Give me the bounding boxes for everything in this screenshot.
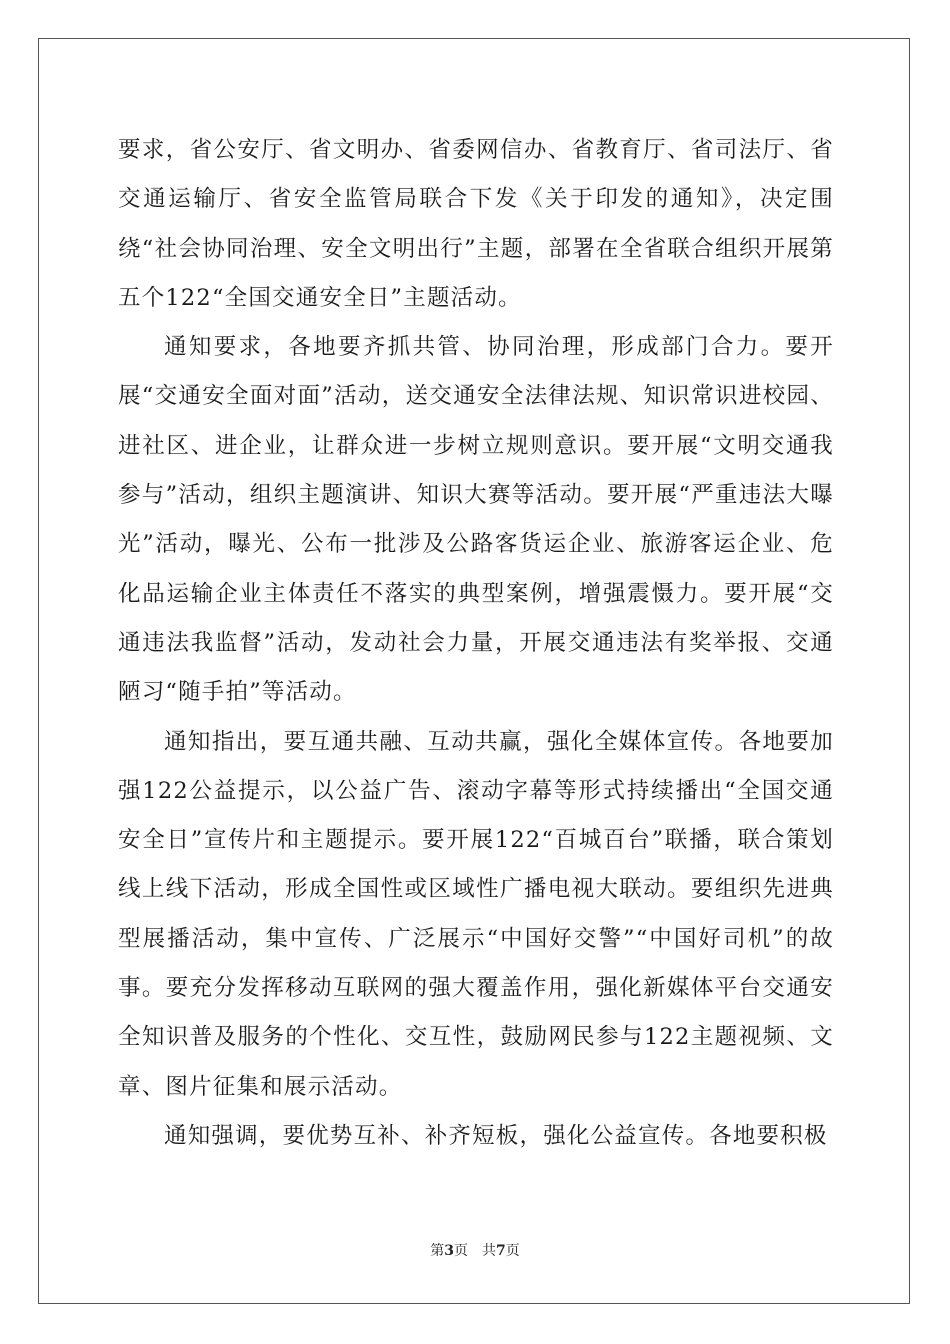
paragraph-2: 通知要求，各地要齐抓共管、协同治理，形成部门合力。要开展“交通安全面对面”活动，送交通安全法律法规、知识常识进校园、进社区、进企业，让群众进一步树立规则意识。要开展“文明交通我参与”活动，组织主题演讲、知识大赛等活动。要开展“严重违法大曝光”活动，曝光、公布一批涉及公路客货运企业、旅游客运企业、危化品运输企业主体责任不落实的典型案例，增强震慑力。要开展“交通违法我监督”活动，发动社会力量，开展交通违法有奖举报、交通陋习“随手拍”等活动。 <box>118 334 834 706</box>
page-suffix: 页 <box>454 1243 468 1259</box>
paragraph-1: 要求，省公安厅、省文明办、省委网信办、省教育厅、省司法厅、省交通运输厅、省安全监管局联合下发《关于印发的通知》，决定围绕“社会协同治理、安全文明出行”主题，部署在全省联合组织开展第五个122“全国交通安全日”主题活动。 <box>118 137 834 311</box>
total-pages-number: 7 <box>496 1243 506 1259</box>
page-footer <box>0 1242 950 1260</box>
total-suffix: 页 <box>505 1243 520 1259</box>
current-page-number: 3 <box>444 1243 454 1259</box>
total-prefix: 共 <box>482 1243 496 1259</box>
paragraph-3: 通知指出，要互通共融、互动共赢，强化全媒体宣传。各地要加强122公益提示，以公益广告、滚动字幕等形式持续播出“全国交通安全日”宣传片和主题提示。要开展122“百城百台”联播，联合策划线上线下活动，形成全国性或区域性广播电视大联动。要组织先进典型展播活动，集中宣传、广泛展示“中国好交警”“中国好司机”的故事。要充分发挥移动互联网的强大覆盖作用，强化新媒体平台交通安全知识普及服务的个性化、交互性，鼓励网民参与122主题视频、文章、图片征集和展示活动。 <box>118 728 834 1100</box>
paragraph-4: 通知强调，要优势互补、补齐短板，强化公益宣传。各地要积极 <box>164 1122 828 1149</box>
page-prefix: 第 <box>430 1243 445 1259</box>
document-body <box>118 126 834 1161</box>
